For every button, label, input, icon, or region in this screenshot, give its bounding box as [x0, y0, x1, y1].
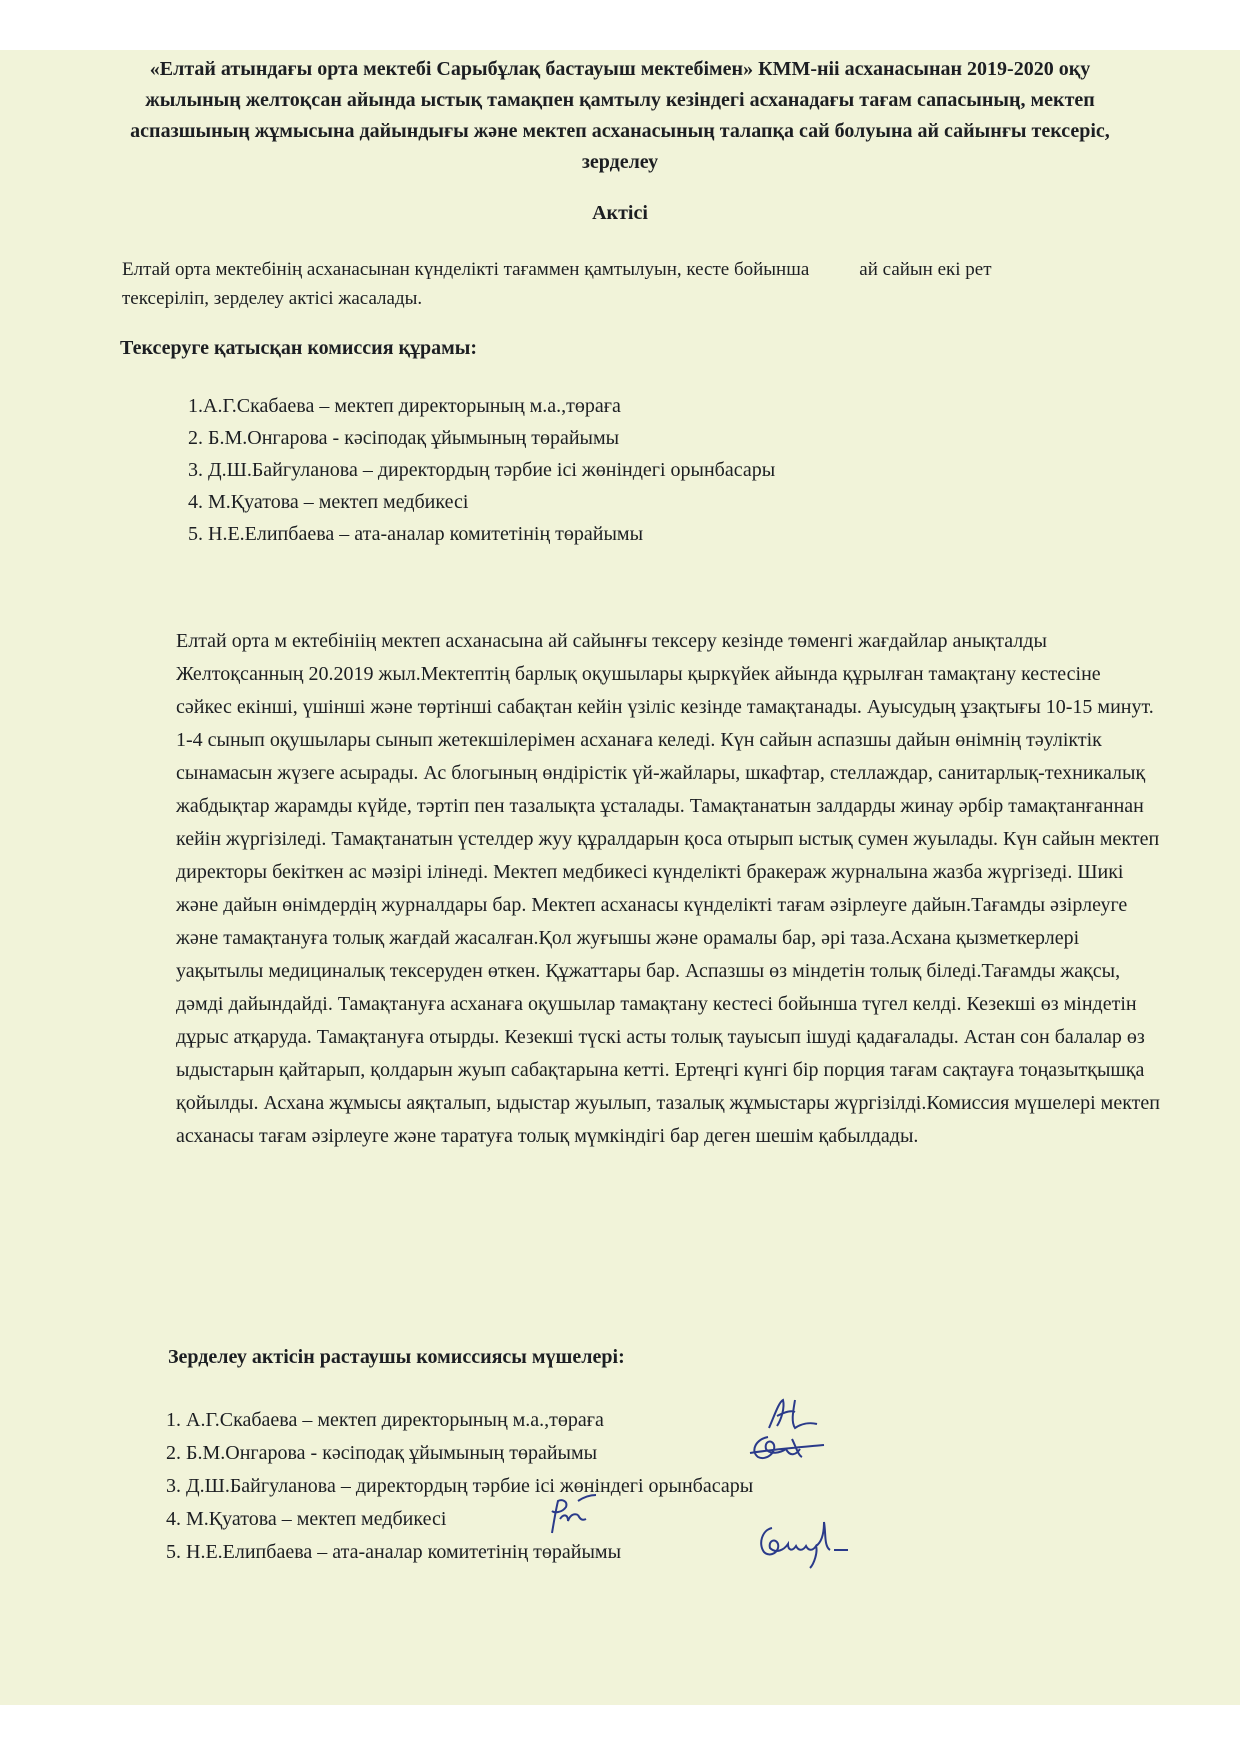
- document-title: «Елтай атындағы орта мектебі Сарыбұлақ бастауыш мектебімен» КММ-нiі асханасынан 2019-2020 оқу жылының желтоқсан айында ыстық тамақпен қамтылу кезіндегі асханадағы тағам сапасының, мектеп аспазшының жұмысына дайындығы және мектеп асханасының талапқа сай болуына ай сайынғы тексеріс, зерделеу: [130, 58, 1110, 173]
- commission-heading: Тексеруге қатысқан комиссия құрамы:: [120, 337, 478, 359]
- intro-text-part1: Елтай орта мектебінің асханасынан күнделікті тағаммен қамтылуын, кесте бойынша: [122, 259, 810, 280]
- list-item: 2. Б.М.Онгарова - кәсіподақ ұйымының төрайымы: [166, 1442, 598, 1464]
- act-title: Актісі: [592, 202, 648, 224]
- commission-list: [188, 390, 775, 550]
- approval-row-2: [166, 1437, 753, 1470]
- list-item: 5. Н.Е.Елипбаева – ата-аналар комитетінің төрайымы: [166, 1541, 622, 1563]
- findings-intro: Елтай орта м ектебініің мектеп асханасына ай сайынғы тексеру кезінде төменгі жағдайлар анықталды: [176, 630, 1047, 652]
- findings-body: Желтоқсанның 20.2019 жыл.Мектептің барлық оқушылары қыркүйек айында құрылған тамақтану кестесіне сәйкес екінші, үшінші және төртінші сабақтан кейін үзіліс кезінде тамақтанады. Ауысудың ұзақтығы 10-15 минут. 1-4 сынып оқушылары сынып жетекшілерімен асханаға келеді. Күн сайын аспазшы дайын өнімнің тәуліктік сынамасын жүзеге асырады. Ас блогының өндірістік үй-жайлары, шкафтар, стеллаждар, санитарлық-техникалық жабдықтар жарамды күйде, тәртіп пен тазалықта ұсталады. Тамақтанатын залдарды жинау әрбір тамақтанғаннан кейін жүргізіледі. Тамақтанатын үстелдер жуу құралдарын қоса отырып ыстық сумен жуылады. Күн сайын мектеп директоры бекіткен ас мәзірі ілінеді. Мектеп медбикесі күнделікті бракераж журналына жазба жүргізеді. Шикі және дайын өнімдердің журналдары бар. Мектеп асханасы күнделікті тағам әзірлеуге дайын.Тағамды әзірлеуге және тамақтануға толық жағдай жасалған.Қол жуғышы және орамалы бар, әрі таза.Асхана қызметкерлері уақытылы медициналық тексеруден өткен. Құжаттары бар. Аспазшы өз міндетін толық біледі.Тағамды жақсы, дәмді дайындайді. Тамақтануға асханаға оқушылар тамақтану кестесі бойынша түгел келді. Кезекші өз міндетін дұрыс атқаруда. Тамақтануға отырды. Кезекші түскі асты толық тауысып ішуді қадағалады. Астан сон балалар өз ыдыстарын қайтарып, қолдарын жуып сабақтарына кетті. Ертеңгі күнгі бір порция тағам сақтауға тоңазытқышқа қойылды. Асхана жұмысы аяқталып, ыдыстар жуылып, тазалық жұмыстары жүргізілді.Комиссия мүшелері мектеп асханасы тағам әзірлеуге және таратуға толық мүмкіндігі бар деген шешім қабылдады.: [176, 663, 1160, 1147]
- list-item: 4. М.Қуатова – мектеп медбикесі: [166, 1508, 447, 1530]
- intro-text-part2: ай сайын екі рет тексеріліп, зерделеу актісі жасалады.: [122, 259, 992, 309]
- list-item: 5. Н.Е.Елипбаева – ата-аналар комитетінің төрайымы: [188, 523, 644, 545]
- signature-icon: [746, 1427, 826, 1467]
- findings-section: [176, 625, 1161, 1153]
- list-item: 3. Д.Ш.Байгуланова – директордың тәрбие ісі жөніндегі орынбасары: [188, 459, 776, 481]
- approval-heading: Зерделеу актісін растаушы комиссиясы мүшелері:: [168, 1346, 625, 1368]
- approval-row-3: [166, 1470, 753, 1503]
- approval-row-5: [166, 1536, 753, 1569]
- list-item: 4. М.Қуатова – мектеп медбикесі: [188, 491, 469, 513]
- list-item: 2. Б.М.Онгарова - кәсіподақ ұйымының төрайымы: [188, 427, 620, 449]
- signature-icon: [754, 1514, 854, 1570]
- approval-list: [166, 1404, 753, 1569]
- list-item: 1. А.Г.Скабаева – мектеп директорының м.а.,төраға: [166, 1409, 604, 1431]
- intro-paragraph: [122, 255, 1082, 313]
- list-item: 3. Д.Ш.Байгуланова – директордың тәрбие ісі жөніндегі орынбасары: [166, 1475, 754, 1497]
- approval-row-1: [166, 1404, 753, 1437]
- signature-icon: [538, 1493, 598, 1539]
- list-item: 1.А.Г.Скабаева – мектеп директорының м.а.,төраға: [188, 395, 621, 417]
- approval-row-4: [166, 1503, 753, 1536]
